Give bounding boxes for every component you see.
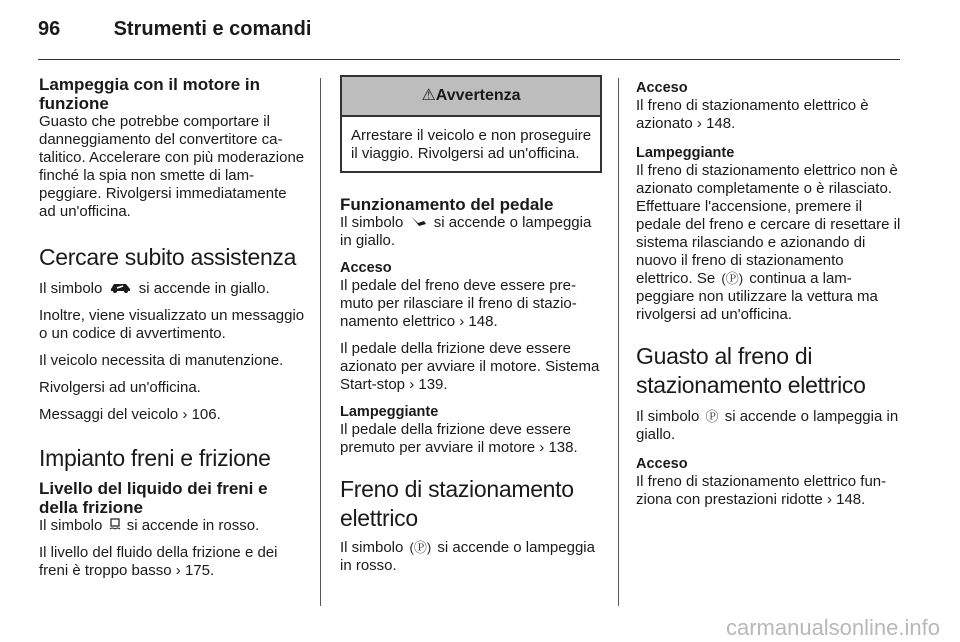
heading-acceso-2: Acceso (636, 456, 688, 472)
parking-brake-fault-icon: Ⓟ (705, 409, 719, 424)
heading-lampeggiante: Lampeggiante (636, 145, 735, 161)
heading-liquido: Livello del liquido dei freni e della frizione (39, 479, 268, 517)
page-ref-arrow-icon: › (175, 562, 181, 579)
para-assistenza-2: Inoltre, viene visualizzato un messaggio o un codice di avvertimento. (39, 307, 305, 342)
para-lampeggiante: Il freno di stazionamento elettrico non è azionato completamente o è rilasciato. Effettuare l'accensione, premere il pedale del freno e cercare di resettare il sistema rilasciando e azionando di nuovo il freno di stazionamento elettrico. Se (Ⓟ) continua a lampeggiare non utilizzare la vettura ma rivolgersi ad un'officina. (636, 162, 901, 323)
page-ref[interactable]: 148. (706, 115, 736, 132)
para-acceso-1: Il pedale del freno deve essere premuto per rilasciare il freno di stazionamento elettrico › 148. (340, 277, 577, 330)
foot-pedal-icon (410, 215, 428, 227)
heading-acceso: Acceso (340, 260, 392, 276)
heading-guasto-freno: Guasto al freno di stazionamento elettrico (636, 343, 866, 398)
page-ref[interactable]: 138. (548, 439, 578, 456)
watermark: carmanualsonline.info (725, 615, 940, 640)
para-pedale: Il simbolo si accende o lampeggia in giallo. (340, 214, 592, 249)
para-assistenza-1: Il simbolo si accende in giallo. (39, 280, 270, 297)
heading-lampeggia: Lampeggia con il motore in funzione (39, 75, 261, 113)
page-ref-arrow-icon: › (409, 376, 415, 393)
para-liquido-2: Il livello del fluido della frizione e dei freni è troppo basso › 175. (39, 544, 278, 579)
page-ref[interactable]: 106. (191, 406, 221, 423)
para-lampeggia: Guasto che potrebbe comportare il danneggiamento del convertitore catalitico. Accelerare con più moderazione finché la spia non smette di lampeggiare. Rivolgersi immediatamente ad un'officina. (39, 113, 305, 220)
warning-box (340, 75, 602, 173)
para-lampeggiante: Il pedale della frizione deve essere premuto per avviare il motore › 138. (340, 421, 578, 456)
para-freno-stazionamento: Il simbolo (Ⓟ) si accende o lampeggia in rosso. (340, 539, 595, 574)
warning-title: Avvertenza (435, 87, 521, 104)
page-ref[interactable]: 139. (418, 376, 448, 393)
para-acceso: Il freno di stazionamento elettrico è azionato › 148. (636, 97, 869, 132)
page-title: Strumenti e comandi (113, 18, 312, 40)
page-ref[interactable]: 148. (468, 313, 498, 330)
para-assistenza-3: Il veicolo necessita di manutenzione. (39, 352, 284, 369)
heading-freno-stazionamento: Freno di stazionamento elettrico (340, 476, 574, 531)
page-ref-arrow-icon: › (459, 313, 465, 330)
parking-brake-icon: (Ⓟ) (409, 540, 432, 555)
parking-brake-icon: (Ⓟ) (721, 271, 744, 286)
para-acceso-2: Il pedale della frizione deve essere azionato per avviare il motore. Sistema Start-stop › 139. (340, 340, 600, 393)
page-ref-arrow-icon: › (826, 491, 832, 508)
warning-triangle-icon: ⚠ (421, 87, 436, 104)
column-divider-2 (618, 78, 619, 606)
page-ref[interactable]: 148. (836, 491, 866, 508)
heading-lampeggiante: Lampeggiante (340, 404, 439, 420)
warning-header (342, 77, 600, 117)
page-ref-arrow-icon: › (182, 406, 188, 423)
para-liquido-1: Il simbolo si accende in rosso. (39, 517, 260, 534)
header-rule (38, 59, 900, 60)
car-wrench-icon (109, 281, 133, 293)
para-assistenza-4: Rivolgersi ad un'officina. (39, 379, 201, 396)
column-3 (636, 80, 904, 509)
heading-acceso: Acceso (636, 80, 688, 96)
warning-text: Arrestare il veicolo e non proseguire il viaggio. Rivolgersi ad un'officina. (351, 127, 592, 162)
page-ref-arrow-icon: › (539, 439, 545, 456)
page-header (38, 18, 311, 41)
page-number: 96 (38, 18, 61, 40)
column-1 (39, 75, 307, 580)
page-ref[interactable]: 175. (184, 562, 215, 579)
heading-freni: Impianto freni e frizione (39, 445, 271, 471)
column-divider-1 (320, 78, 321, 606)
para-guasto: Il simbolo Ⓟ si accende o lampeggia in giallo. (636, 408, 899, 443)
para-acceso-2: Il freno di stazionamento elettrico funziona con prestazioni ridotte › 148. (636, 473, 887, 508)
heading-assistenza: Cercare subito assistenza (39, 244, 297, 270)
fluid-level-icon (109, 517, 121, 530)
column-2 (340, 75, 602, 575)
para-assistenza-5: Messaggi del veicolo › 106. (39, 406, 221, 423)
page-ref-arrow-icon: › (696, 115, 702, 132)
heading-pedale: Funzionamento del pedale (340, 195, 554, 214)
